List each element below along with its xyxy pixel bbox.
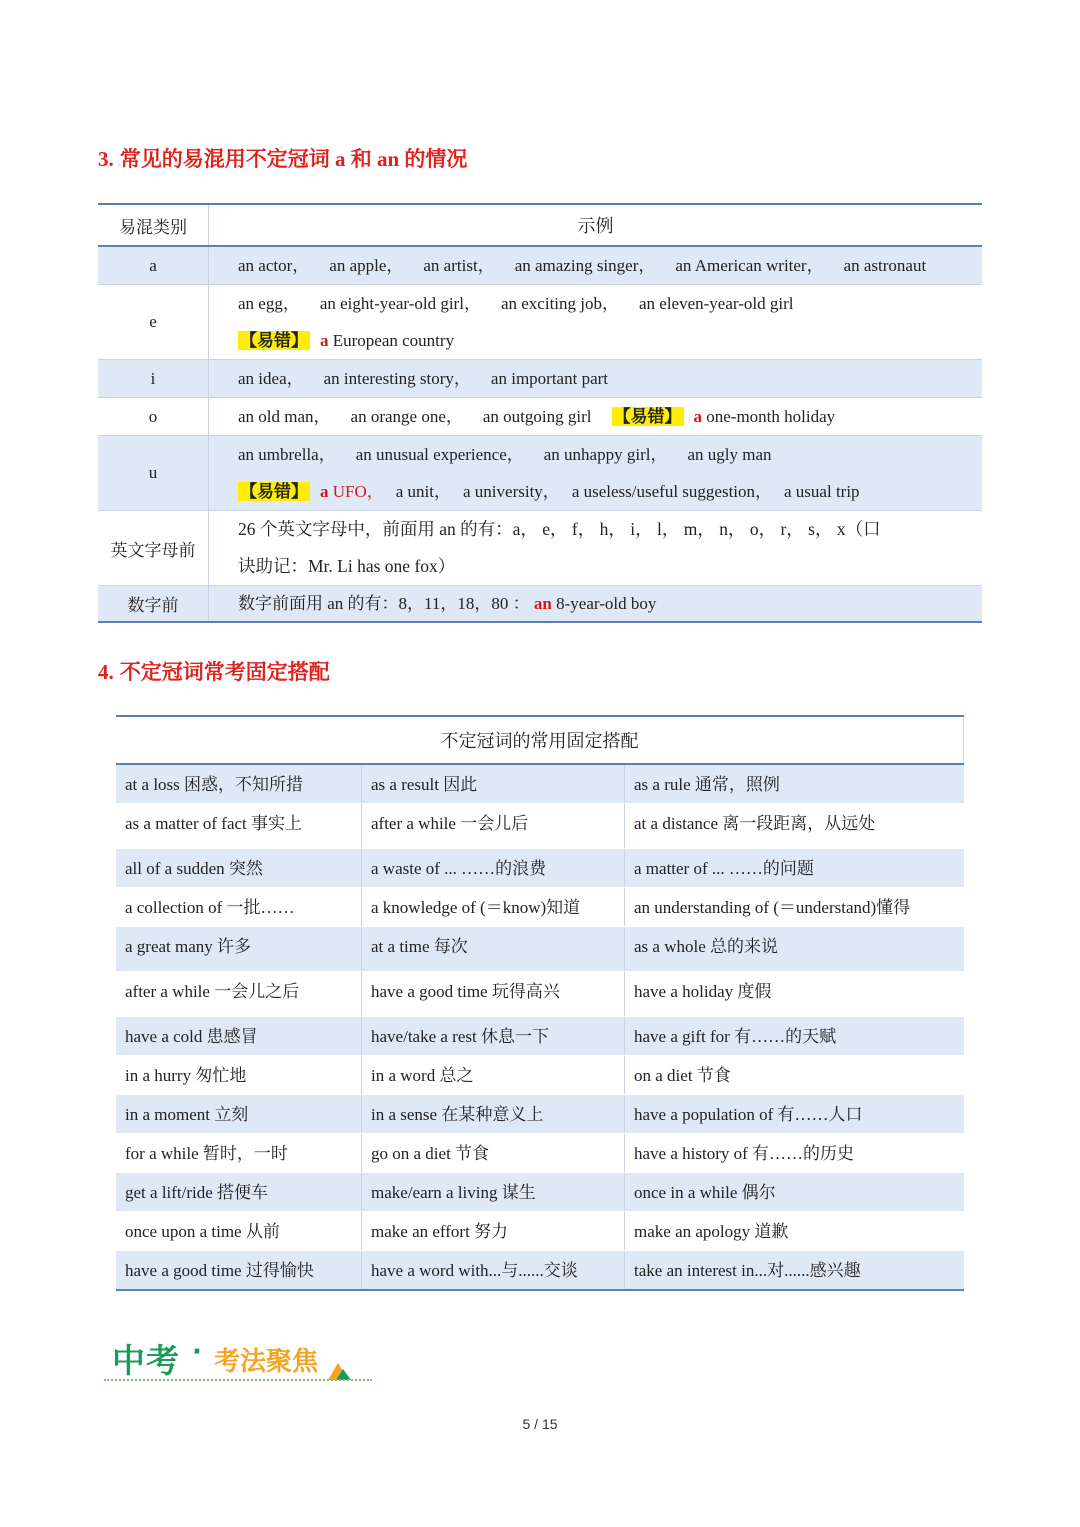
category-cell: 数字前 [98, 586, 209, 623]
phrase-cell: for a while 暂时，一时 [116, 1134, 362, 1173]
fixed-phrases-table [116, 715, 964, 1291]
phrase-cell: once upon a time 从前 [116, 1212, 362, 1251]
example: an umbrella， [238, 445, 336, 464]
category-cell: 英文字母前 [98, 511, 209, 586]
mountain-icon [326, 1361, 352, 1381]
phrase-cell: at a distance 离一段距离，从远处 [625, 804, 964, 849]
example: an ugly man [687, 445, 772, 464]
phrase-cell: in a hurry 匆忙地 [116, 1056, 362, 1095]
phrase-cell: have a good time 过得愉快 [116, 1251, 362, 1291]
example: an American writer， [675, 256, 824, 275]
phrase-cell: after a while 一会儿后 [362, 804, 625, 849]
phrase-cell: get a lift/ride 搭便车 [116, 1173, 362, 1212]
phrase-cell: a knowledge of (＝know)知道 [362, 888, 625, 927]
phrase-cell: have a holiday 度假 [625, 972, 964, 1017]
table-row [116, 804, 964, 849]
table-row [98, 511, 982, 586]
article: a [320, 482, 329, 501]
example: an amazing singer， [514, 256, 656, 275]
example: an unusual experience， [355, 445, 524, 464]
phrase-cell: on a diet 节食 [625, 1056, 964, 1095]
phrase-cell: a great many 许多 [116, 927, 362, 972]
examples-cell [209, 398, 983, 436]
table-row [116, 1251, 964, 1291]
examples-cell [209, 285, 983, 360]
examples-cell [209, 436, 983, 511]
table-row [116, 764, 964, 804]
header-examples: 示例 [209, 204, 983, 246]
a-an-confusion-table [98, 203, 982, 623]
phrase-cell: make an apology 道歉 [625, 1212, 964, 1251]
phrase-cell: have a good time 玩得高兴 [362, 972, 625, 1017]
article: a [693, 407, 702, 426]
phrase-cell: a collection of 一批…… [116, 888, 362, 927]
table-title: 不定冠词的常用固定搭配 [116, 716, 964, 764]
example: an apple， [329, 256, 404, 275]
section-4-heading [98, 656, 330, 686]
examples-cell [209, 360, 983, 398]
example: one-month holiday [706, 407, 836, 426]
section-title: 常见的易混用不定冠词 a 和 an 的情况 [119, 147, 468, 171]
section-title: 不定冠词常考固定搭配 [119, 660, 330, 684]
phrase-cell: at a time 每次 [362, 927, 625, 972]
phrase-cell: have a word with...与......交谈 [362, 1251, 625, 1291]
table-row [98, 398, 982, 436]
example: an egg， [238, 294, 300, 313]
article: a [320, 331, 329, 350]
error-prone-tag: 【易错】 [240, 482, 308, 501]
category-cell: u [98, 436, 209, 511]
table-row [116, 972, 964, 1017]
phrase-cell: as a matter of fact 事实上 [116, 804, 362, 849]
example: a usual trip [784, 482, 860, 501]
phrase-cell: as a whole 总的来说 [625, 927, 964, 972]
example: an eleven-year-old girl [638, 294, 794, 313]
table-row [116, 927, 964, 972]
example: an eight-year-old girl， [319, 294, 481, 313]
example: an orange one， [350, 407, 463, 426]
page-number: 5 / 15 [522, 1416, 558, 1432]
phrase-cell: have a gift for 有……的天赋 [625, 1017, 964, 1056]
table-row [116, 1173, 964, 1212]
error-prone-tag: 【易错】 [240, 331, 308, 350]
section-3-heading [98, 143, 467, 173]
category-cell: i [98, 360, 209, 398]
phrase-cell: have a population of 有……人口 [625, 1095, 964, 1134]
category-cell: a [98, 246, 209, 285]
phrase-cell: in a sense 在某种意义上 [362, 1095, 625, 1134]
phrase-cell: a matter of ... ……的问题 [625, 849, 964, 888]
example: UFO， [332, 482, 384, 501]
example: an artist， [423, 256, 495, 275]
table-row [116, 1134, 964, 1173]
table-row [98, 360, 982, 398]
table-row [98, 436, 982, 511]
phrase-cell: have/take a rest 休息一下 [362, 1017, 625, 1056]
phrase-cell: an understanding of (＝understand)懂得 [625, 888, 964, 927]
table-row [98, 246, 982, 285]
table-header-row [116, 716, 964, 764]
logo-underline [104, 1379, 372, 1381]
phrase-cell: have a cold 患感冒 [116, 1017, 362, 1056]
phrase-cell: go on a diet 节食 [362, 1134, 625, 1173]
example: an outgoing girl [482, 407, 592, 426]
phrase-cell: make an effort 努力 [362, 1212, 625, 1251]
table-row [98, 285, 982, 360]
phrase-cell: have a history of 有……的历史 [625, 1134, 964, 1173]
section-number: 4. [98, 660, 114, 684]
example: a university， [463, 482, 560, 501]
table-row [116, 1095, 964, 1134]
example: an astronaut [843, 256, 927, 275]
example: European country [332, 331, 455, 350]
table-row [116, 1056, 964, 1095]
table-row [116, 1017, 964, 1056]
example: an actor， [238, 256, 310, 275]
category-cell: e [98, 285, 209, 360]
examples-cell [209, 511, 983, 586]
examples-cell [209, 246, 983, 285]
phrase-cell: at a loss 困惑，不知所措 [116, 764, 362, 804]
logo-dot: · [192, 1337, 202, 1367]
example: 8-year-old boy [556, 594, 657, 613]
example: a useless/useful suggestion， [571, 482, 773, 501]
category-cell: o [98, 398, 209, 436]
table-row [116, 1212, 964, 1251]
phrase-cell: a waste of ... ……的浪费 [362, 849, 625, 888]
error-prone-tag: 【易错】 [613, 407, 682, 426]
example: a unit， [395, 482, 452, 501]
phrase-cell: after a while 一会儿之后 [116, 972, 362, 1017]
phrase-cell: in a moment 立刻 [116, 1095, 362, 1134]
exam-focus-logo [104, 1335, 374, 1387]
table-row [116, 849, 964, 888]
example: an exciting job， [500, 294, 619, 313]
table-header-row [98, 204, 982, 246]
phrase-cell: make/earn a living 谋生 [362, 1173, 625, 1212]
table-row [98, 586, 982, 623]
phrase-cell: all of a sudden 突然 [116, 849, 362, 888]
table-row [116, 888, 964, 927]
example: an unhappy girl， [543, 445, 668, 464]
article: an [533, 594, 552, 613]
header-category: 易混类别 [98, 204, 209, 246]
logo-text-zhongkao: 中考 [112, 1341, 180, 1380]
logo-text-focus: 考法聚焦 [214, 1347, 319, 1377]
example: an interesting story， [323, 369, 471, 388]
examples-cell [209, 586, 983, 623]
example: an idea， [238, 369, 304, 388]
phrase-cell: as a rule 通常，照例 [625, 764, 964, 804]
phrase-cell: as a result 因此 [362, 764, 625, 804]
phrase-cell: once in a while 偶尔 [625, 1173, 964, 1212]
section-number: 3. [98, 147, 114, 171]
example: an old man， [238, 407, 331, 426]
phrase-cell: take an interest in...对......感兴趣 [625, 1251, 964, 1291]
phrase-cell: in a word 总之 [362, 1056, 625, 1095]
example: an important part [490, 369, 608, 388]
numbers-text: 数字前面用 an 的有：8，11，18，80 ： [238, 594, 530, 613]
letters-line-2: 诀助记：Mr. Li has one fox） [238, 556, 456, 576]
letters-line-1: 26 个英文字母中，前面用 an 的有：a， e， f， h， i， l， m， n， o， r， s， x（口 [238, 519, 881, 539]
